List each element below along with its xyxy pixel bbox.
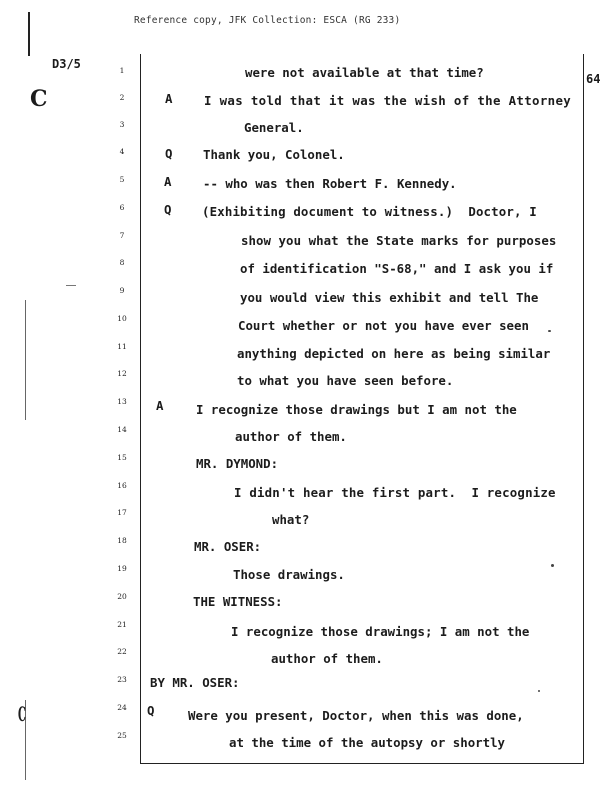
line-number: 18	[117, 536, 127, 545]
left-edge-line	[28, 12, 30, 56]
left-edge-line	[25, 300, 26, 420]
margin-mark-c-bottom: C	[17, 702, 26, 726]
transcript-line-5: -- who was then Robert F. Kennedy.	[203, 176, 457, 191]
line-number: 6	[119, 203, 125, 212]
transcript-line-24: Were you present, Doctor, when this was done,	[188, 708, 524, 723]
transcript-line-16: I didn't hear the first part. I recognize	[234, 485, 556, 500]
line-number: 24	[117, 703, 127, 712]
line-number: 9	[119, 286, 125, 295]
folio-label: D3/5	[52, 57, 81, 71]
speaker-marker: Q	[164, 202, 172, 217]
transcript-line-3: General.	[244, 120, 304, 135]
line-number: 11	[117, 342, 127, 351]
line-number: 12	[117, 369, 127, 378]
line-number: 23	[117, 675, 127, 684]
line-number: 17	[117, 508, 127, 517]
line-number: 14	[117, 425, 127, 434]
transcript-line-18: MR. OSER:	[194, 539, 262, 554]
scan-speck	[551, 564, 554, 567]
line-number: 10	[117, 314, 127, 323]
line-number: 3	[119, 120, 125, 129]
transcript-line-4: Thank you, Colonel.	[203, 147, 345, 162]
transcript-line-20: THE WITNESS:	[193, 594, 283, 609]
archive-reference-header: Reference copy, JFK Collection: ESCA (RG 233)	[134, 15, 401, 26]
speaker-marker: Q	[147, 703, 155, 718]
transcript-line-19: Those drawings.	[233, 567, 345, 582]
speaker-marker: A	[156, 398, 164, 413]
line-number: 25	[117, 731, 127, 740]
line-number: 21	[117, 620, 127, 629]
transcript-line-10: Court whether or not you have ever seen	[238, 318, 529, 333]
line-number: 15	[117, 453, 127, 462]
line-number: 4	[119, 147, 125, 156]
line-number: 1	[119, 66, 125, 75]
transcript-line-14: author of them.	[235, 429, 347, 444]
transcript-line-6: (Exhibiting document to witness.) Doctor, I	[202, 204, 537, 219]
transcript-line-2: I was told that it was the wish of the Attorney	[204, 93, 572, 108]
line-number: 5	[119, 175, 125, 184]
transcript-line-13: I recognize those drawings but I am not the	[196, 402, 517, 417]
line-number: 16	[117, 481, 127, 490]
speaker-marker: A	[164, 174, 172, 189]
scan-speck	[548, 330, 551, 332]
transcript-line-11: anything depicted on here as being similar	[237, 346, 551, 361]
line-number: 20	[117, 592, 127, 601]
speaker-marker: Q	[165, 146, 173, 161]
transcript-line-1: were not available at that time?	[245, 65, 484, 80]
line-number: 22	[117, 647, 127, 656]
transcript-line-17: what?	[272, 512, 310, 527]
line-number: 19	[117, 564, 127, 573]
transcript-line-25: at the time of the autopsy or shortly	[229, 735, 506, 750]
margin-mark-c-top: C	[30, 86, 48, 112]
line-number: 7	[119, 231, 125, 240]
line-number: 2	[119, 93, 125, 102]
transcript-line-7: show you what the State marks for purposes	[241, 233, 557, 248]
line-number: 8	[119, 258, 125, 267]
transcript-line-9: you would view this exhibit and tell The	[240, 290, 539, 305]
transcript-line-8: of identification "S-68," and I ask you if	[240, 261, 554, 276]
transcript-line-21: I recognize those drawings; I am not the	[231, 624, 530, 639]
page-number: 64	[586, 72, 601, 86]
transcript-line-22: author of them.	[271, 651, 383, 666]
left-edge-tick	[66, 285, 76, 286]
transcript-line-15: MR. DYMOND:	[196, 456, 279, 471]
transcript-line-23: BY MR. OSER:	[150, 675, 240, 690]
speaker-marker: A	[165, 91, 173, 106]
transcript-line-12: to what you have seen before.	[237, 373, 454, 388]
scan-speck	[538, 690, 540, 692]
line-number: 13	[117, 397, 127, 406]
